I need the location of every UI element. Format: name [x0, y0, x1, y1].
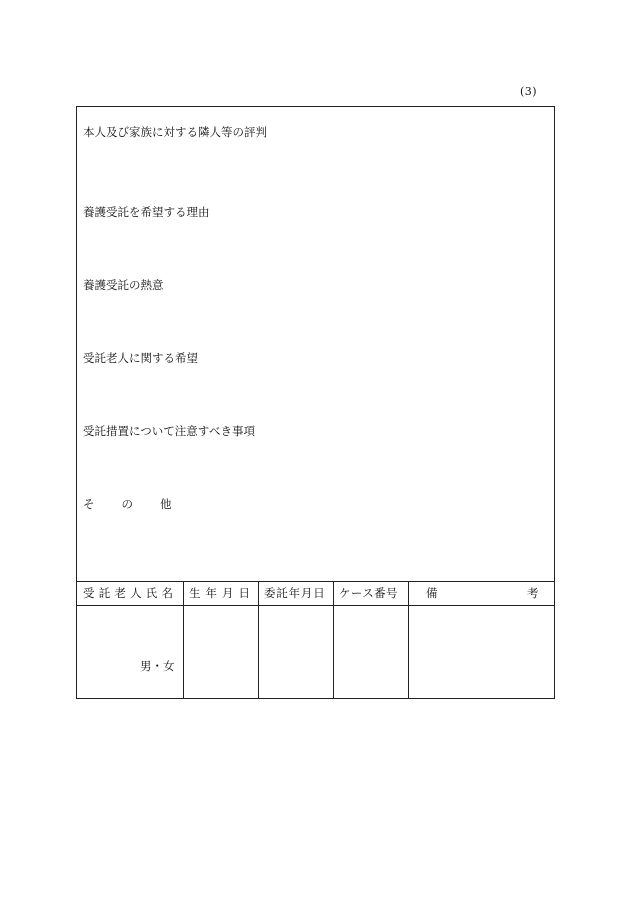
section-caution-items: 受託措置について注意すべき事項 — [83, 424, 256, 438]
table-row — [77, 606, 554, 699]
table-header-row — [77, 582, 554, 606]
header-remarks-right: 考 — [527, 586, 539, 600]
header-case-number: ケース番号 — [339, 586, 398, 600]
section-other-char-1: そ — [83, 497, 95, 511]
header-birthdate: 生年月日 — [189, 586, 255, 600]
free-text-area — [77, 107, 554, 581]
section-reason-for-request: 養護受託を希望する理由 — [83, 205, 210, 219]
form-frame — [76, 106, 555, 699]
header-entrusted-date: 委託年月日 — [264, 586, 326, 600]
column-divider-2 — [258, 582, 259, 699]
column-divider-3 — [333, 582, 334, 699]
section-elderly-preference: 受託老人に関する希望 — [83, 351, 198, 365]
page-number: (3) — [520, 85, 538, 98]
record-table — [77, 581, 554, 699]
section-other-char-2: の — [121, 497, 133, 511]
section-other-char-3: 他 — [160, 497, 172, 511]
column-divider-4 — [408, 582, 409, 699]
header-elderly-name: 受託老人氏名 — [83, 586, 178, 600]
section-enthusiasm: 養護受託の熱意 — [83, 278, 164, 292]
header-remarks-left: 備 — [426, 586, 438, 600]
sex-options: 男・女 — [140, 659, 175, 673]
section-other — [83, 496, 172, 512]
section-neighbor-reputation: 本人及び家族に対する隣人等の評判 — [83, 125, 267, 139]
header-remarks — [426, 582, 540, 605]
column-divider-1 — [183, 582, 184, 699]
